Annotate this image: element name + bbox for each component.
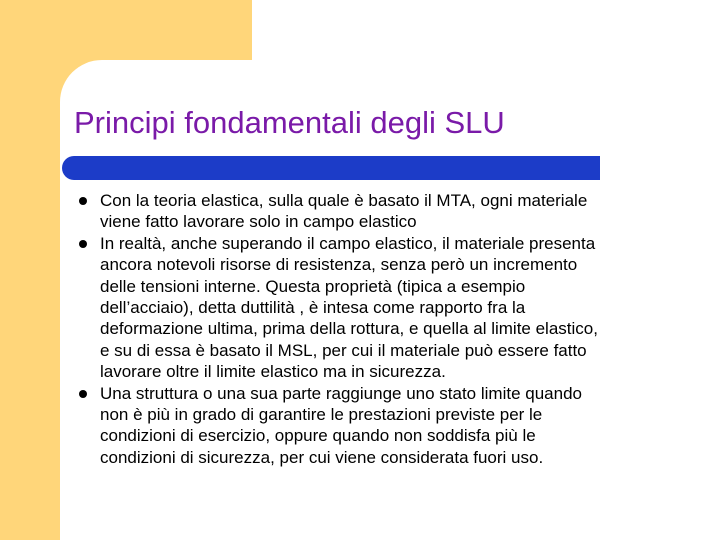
title-rule — [62, 156, 600, 180]
bullet-text-2: In realtà, anche superando il campo elastico, il materiale presenta ancora notevoli risorse di resistenza, senza però un incremento delle tensioni interne. Questa proprietà (tipica a esempio dell’acciaio), detta duttilità , è intesa come rapporto fra la deformazione ultima, prima della rottura, e quella al limite elastico, e su di essa è basato il MSL, per cui il materiale può essere fatto lavorare oltre il limite elastico ma in sicurezza. — [100, 233, 598, 382]
bullet-list — [78, 190, 698, 468]
bullet-dot-icon — [79, 240, 87, 248]
bullet-dot-icon — [79, 390, 87, 398]
bullet-text-3: Una struttura o una sua parte raggiunge uno stato limite quando non è più in grado di garantire le prestazioni previste per le condizioni di esercizio, oppure quando non soddisfa più le condizioni di sicurezza, per cui viene considerata fuori uso. — [100, 383, 582, 467]
bullet-item-3 — [78, 383, 698, 469]
slide-title: Principi fondamentali degli SLU — [74, 105, 505, 140]
bullet-item-1 — [78, 190, 698, 233]
bullet-dot-icon — [79, 197, 87, 205]
bullet-text-1: Con la teoria elastica, sulla quale è basato il MTA, ogni materiale viene fatto lavorare solo in campo elastico — [100, 191, 588, 232]
bullet-item-2 — [78, 233, 698, 383]
